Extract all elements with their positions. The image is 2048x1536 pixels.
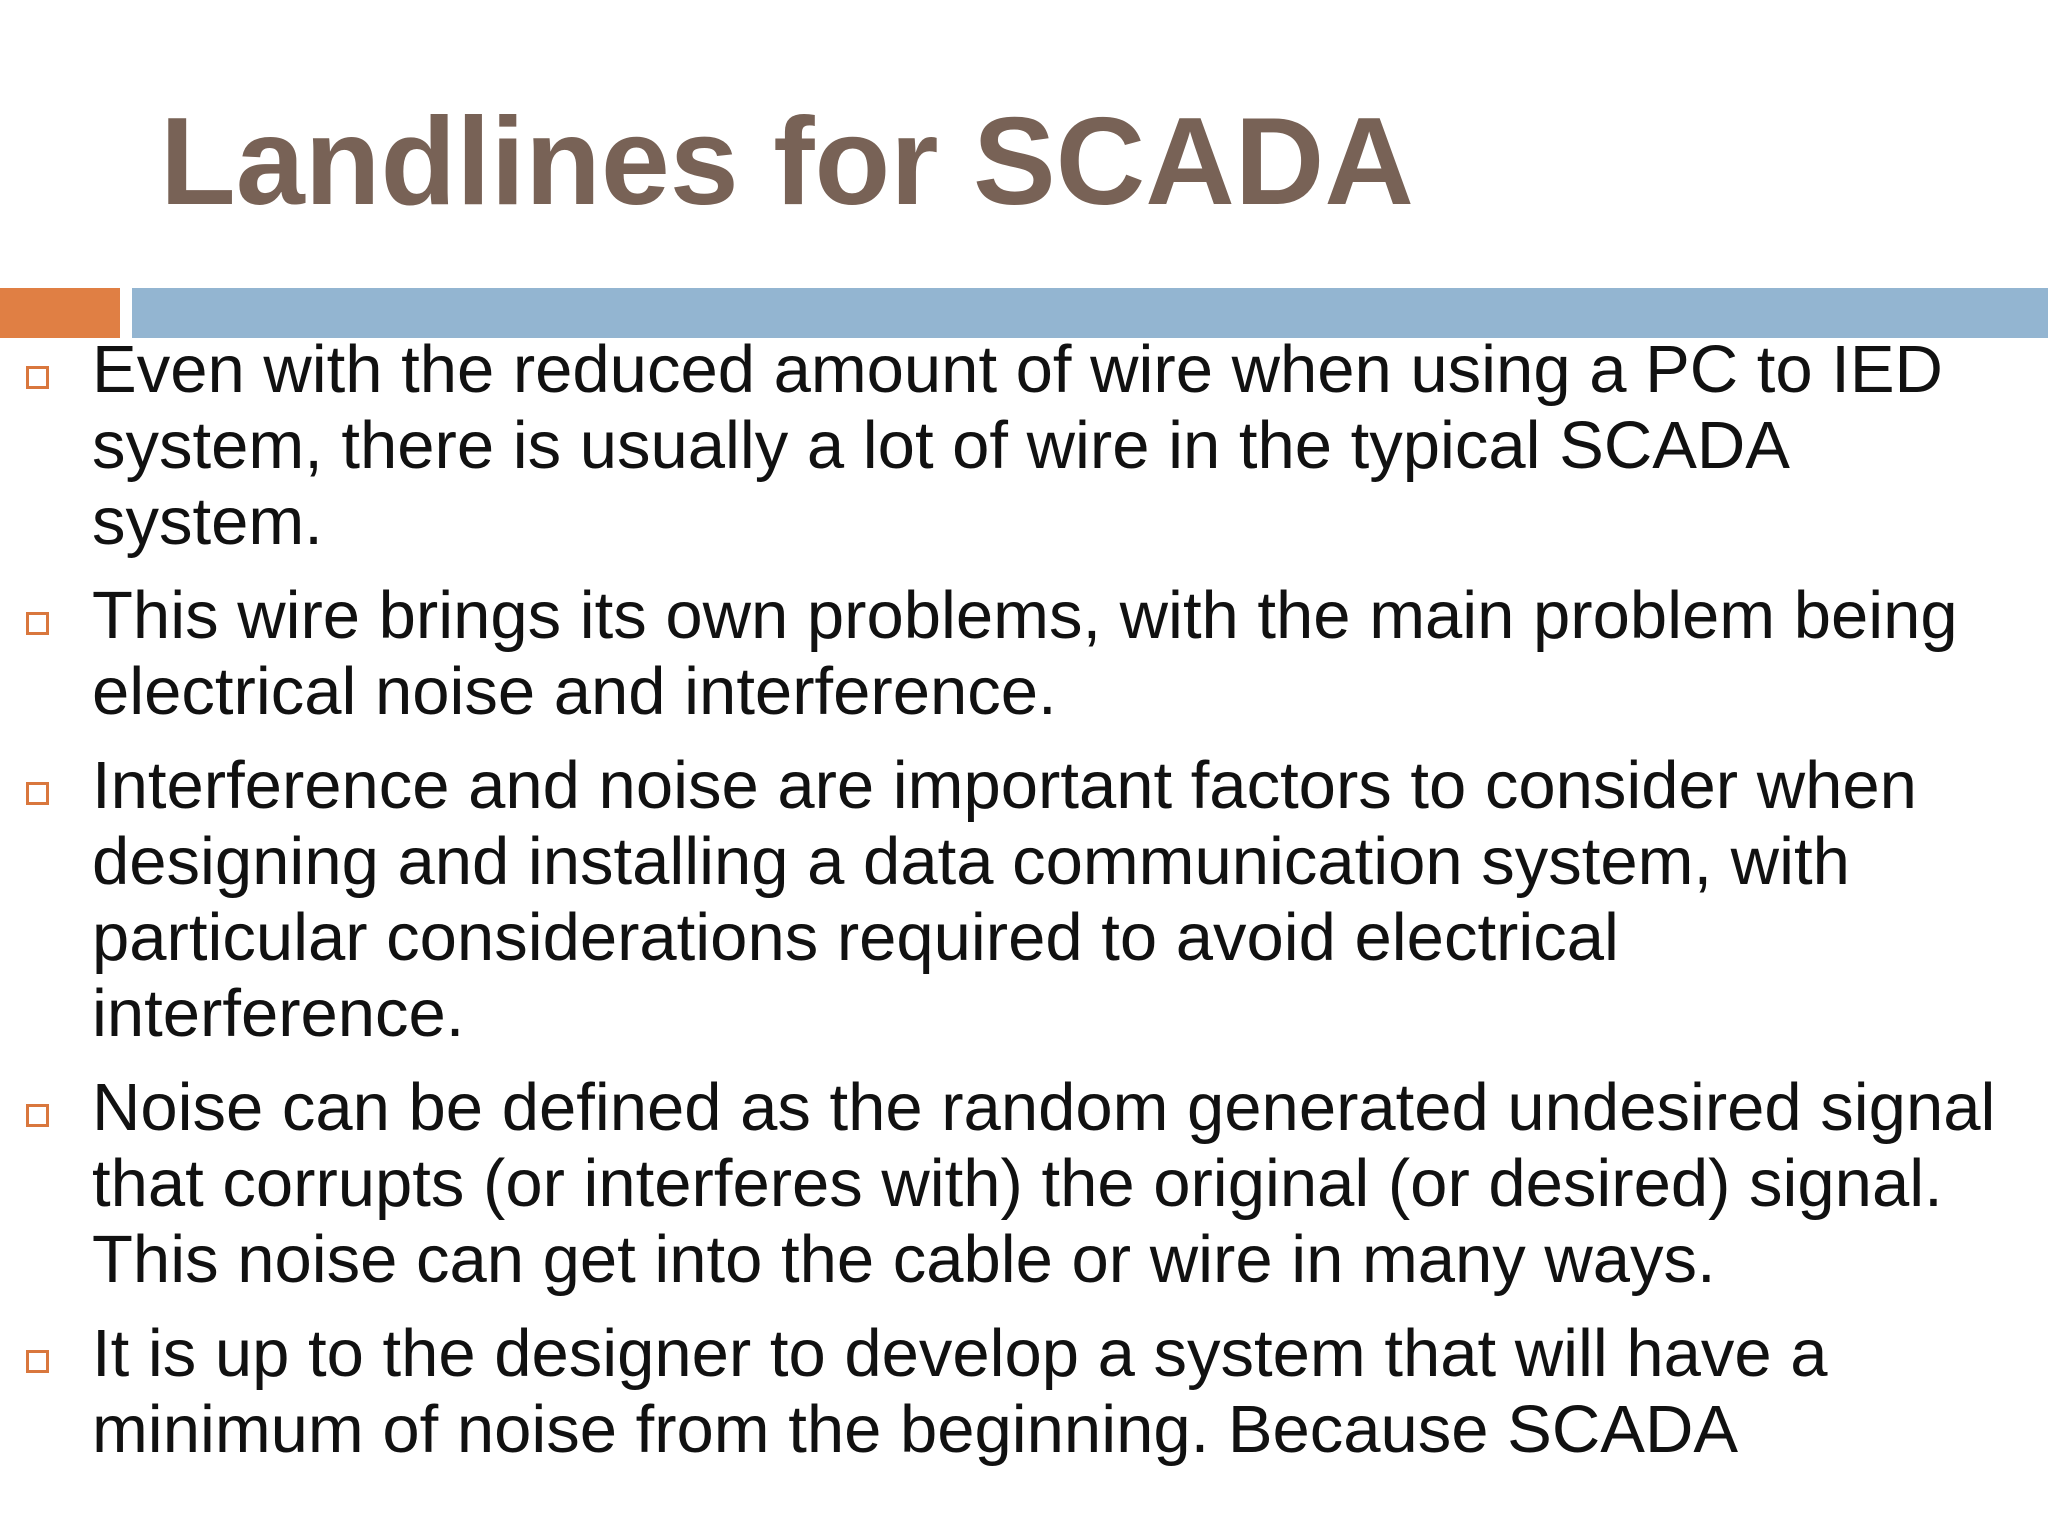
bullet-text: Noise can be defined as the random generated undesired signal that corrupts (or interferes with) the original (or desired) signal. This noise can get into the cable or wire in many ways. [92,1070,1996,1297]
bullet-list [0,332,2048,1486]
bullet-item [0,1316,2048,1468]
accent-bar-blue [132,288,2048,338]
square-bullet-icon [26,1104,49,1127]
accent-bar-orange [0,288,120,338]
square-bullet-icon [26,782,49,805]
bullet-item [0,332,2048,560]
bullet-text: Interference and noise are important factors to consider when designing and installing a data communication system, with particular considerations required to avoid electrical interference. [92,748,1917,1051]
square-bullet-icon [26,1350,49,1373]
bullet-text: Even with the reduced amount of wire when using a PC to IED system, there is usually a lot of wire in the typical SCADA system. [92,332,1943,559]
bullet-text: This wire brings its own problems, with the main problem being electrical noise and interference. [92,578,1958,729]
slide-title: Landlines for SCADA [160,93,1414,231]
bullet-item [0,748,2048,1052]
bullet-item [0,578,2048,730]
bullet-item [0,1070,2048,1298]
bullet-text: It is up to the designer to develop a system that will have a minimum of noise from the beginning. Because SCADA [92,1316,1828,1467]
square-bullet-icon [26,612,49,635]
square-bullet-icon [26,366,49,389]
